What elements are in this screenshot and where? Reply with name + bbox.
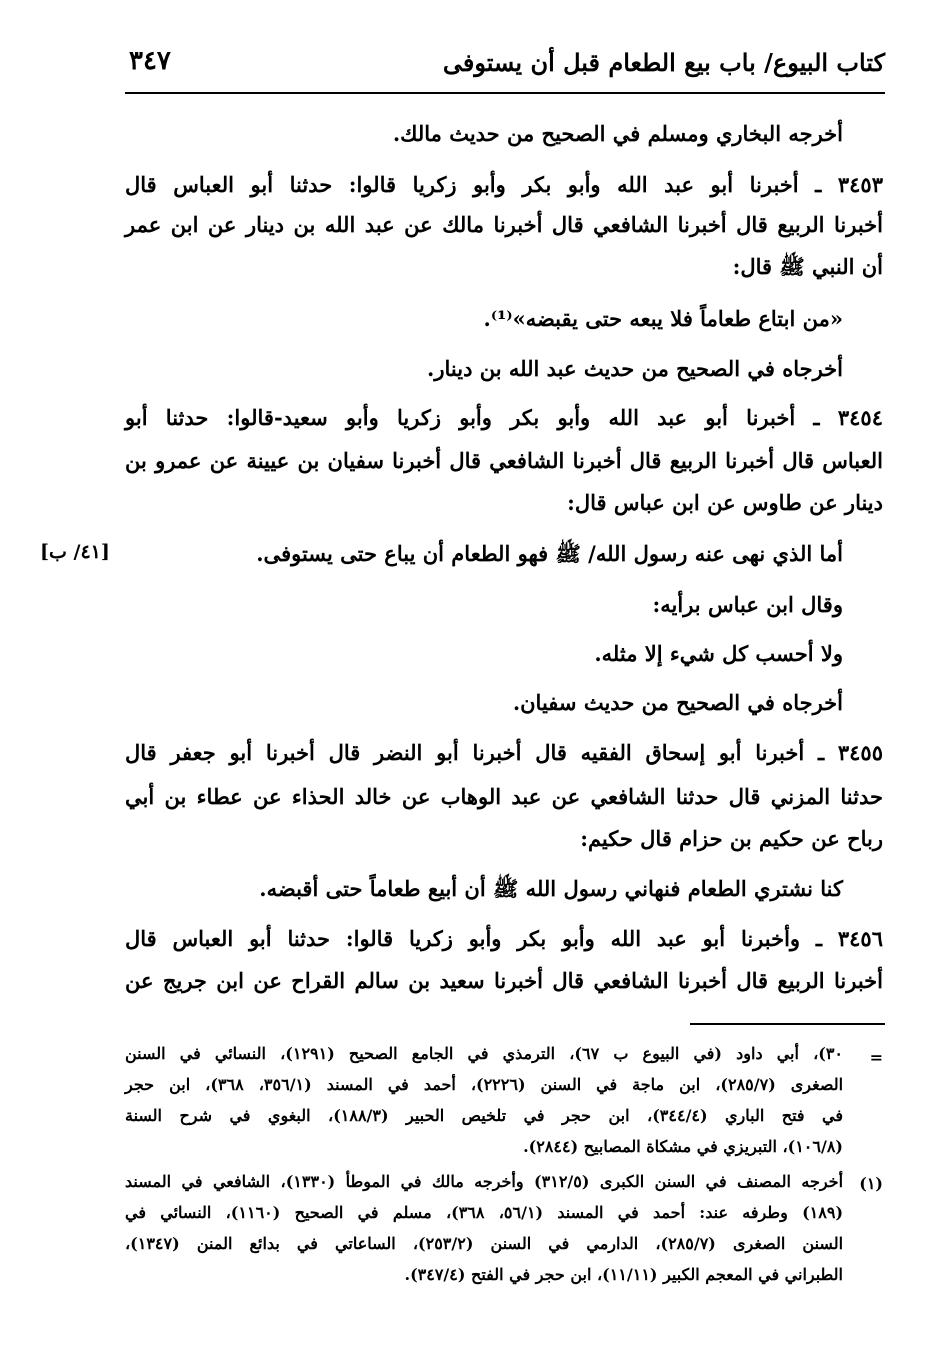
body-line: أخرجاه في الصحيح من حديث سفيان. (512, 690, 843, 715)
footnote-1-marker: (١) (859, 1174, 883, 1193)
footnote-line: الصغرى (٢٨٥/٧)، ابن ماجة في السنن (٢٢٢٦)، أحمد في المسند (٣٥٦/١، ٣٦٨)، ابن حجر (125, 1075, 844, 1094)
body-line: أخرجاه في الصحيح من حديث عبد الله بن دينار. (427, 356, 843, 381)
body-line: وقال ابن عباس برأيه: (652, 592, 843, 617)
hadith-text-line: كنا نشتري الطعام فنهاني رسول الله ﷺ أن أبيع طعاماً حتى أقبضه. (259, 876, 843, 901)
manuscript-folio-reference: [٤١/ ب] (40, 541, 110, 563)
footnote-line: (١٨٩) وطرفه عند: أحمد في المسند (٥٦/١، ٣٦٨)، مسلم في الصحيح (١١٦٠)، النسائي في (125, 1203, 844, 1222)
footnote-line: أخرجه المصنف في السنن الكبرى (٣١٢/٥) وأخرجه مالك في الموطأ (١٣٣٠)، الشافعي في المسند (125, 1172, 844, 1191)
hadith-3454-line: ٣٤٥٤ ـ أخبرنا أبو عبد الله وأبو بكر وأبو زكريا وأبو سعيد-قالوا: حدثنا أبو (125, 405, 883, 430)
footnote-line: في فتح الباري (٣٤٤/٤)، ابن حجر في تلخيص الحبير (١٨٨/٣)، البغوي في شرح السنة (125, 1106, 844, 1125)
hadith-3455-line: ٣٤٥٥ ـ أخبرنا أبو إسحاق الفقيه قال أخبرنا أبو النضر قال أخبرنا أبو جعفر قال (125, 740, 883, 765)
body-line: أخبرنا الربيع قال أخبرنا الشافعي قال أخبرنا سعيد بن سالم القراح عن ابن جريج عن (125, 968, 883, 993)
footnote-line: ٣٠)، أبي داود (في البيوع ب ٦٧)، الترمذي في الجامع الصحيح (١٢٩١)، النسائي في السنن (125, 1044, 844, 1063)
body-line: أن النبي ﷺ قال: (732, 254, 883, 279)
footnote-line: (١٠٦/٨)، التبريزي في مشكاة المصابيح (٢٨٤٤). (523, 1137, 843, 1156)
hadith-text-line: أما الذي نهى عنه رسول الله/ ﷺ فهو الطعام أن يباع حتى يستوفى. (256, 541, 843, 566)
footnote-continuation-marker: = (869, 1048, 883, 1067)
body-line: ولا أحسب كل شيء إلا مثله. (594, 641, 843, 666)
footnote-line: الطبراني في المعجم الكبير (١١/١١)، ابن حجر في الفتح (٣٤٧/٤). (404, 1265, 843, 1284)
body-line: العباس قال أخبرنا الربيع قال أخبرنا الشافعي قال أخبرنا سفيان بن عيينة عن عمرو بن (125, 448, 883, 473)
body-line: أخرجه البخاري ومسلم في الصحيح من حديث مالك. (392, 121, 843, 146)
body-line: رباح عن حكيم بن حزام قال حكيم: (580, 826, 883, 851)
chapter-title: كتاب البيوع/ باب بيع الطعام قبل أن يستوفى (442, 48, 885, 77)
running-header (125, 40, 885, 94)
page-number: ٣٤٧ (129, 46, 171, 76)
hadith-text-line: «من ابتاع طعاماً فلا يبعه حتى يقبضه»⁽¹⁾. (483, 306, 843, 331)
footnote-line: السنن الصغرى (٢٨٥/٧)، الدارمي في السنن (٢٥٣/٢)، الساعاتي في بدائع المنن (١٣٤٧)، (125, 1234, 844, 1253)
hadith-3456-line: ٣٤٥٦ ـ وأخبرنا أبو عبد الله وأبو بكر وأبو زكريا قالوا: حدثنا أبو العباس قال (125, 926, 883, 951)
body-line: دينار عن طاوس عن ابن عباس قال: (567, 490, 883, 515)
body-line: حدثنا المزني قال حدثنا الشافعي عن عبد الوهاب عن خالد الحذاء عن عطاء بن أبي (125, 784, 883, 809)
hadith-3453-line: ٣٤٥٣ ـ أخبرنا أبو عبد الله وأبو بكر وأبو زكريا قالوا: حدثنا أبو العباس قال (125, 172, 883, 197)
footnote-separator (690, 1023, 885, 1025)
body-line: أخبرنا الربيع قال أخبرنا الشافعي قال أخبرنا مالك عن عبد الله بن دينار عن ابن عمر (125, 212, 883, 237)
